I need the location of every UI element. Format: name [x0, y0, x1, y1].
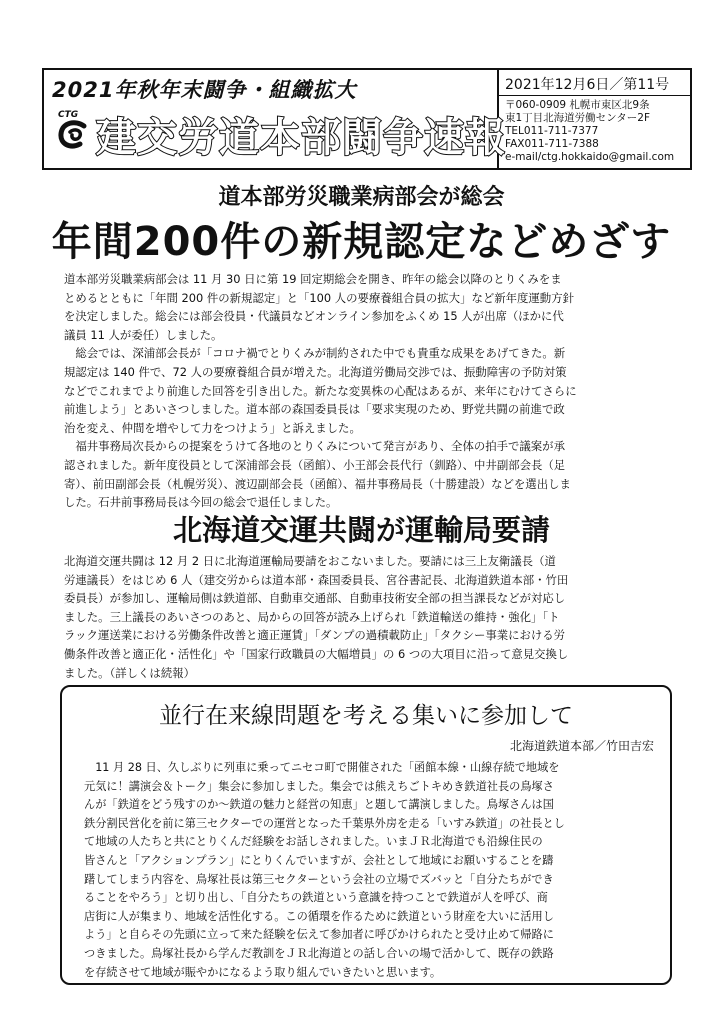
text-line: ました。三上議長のあいさつのあと、局からの回答が読み上げられ「鉄道輸送の維持・強化」「ト	[64, 609, 560, 624]
text-line: 総会では、深浦部会長が「コロナ禍でとりくみが制約された中でも貴重な成果をあげてきた。新	[64, 346, 566, 361]
logo-text: CTG	[58, 110, 79, 120]
article2-headline: 北海道交運共闘が運輸局要請	[172, 513, 550, 547]
text-line: 治を変え、仲間を増やして力をつけよう」と訴えました。	[64, 420, 361, 435]
text-line: よう」と自らその先頭に立って来た経験を伝えて参加者に呼びかけられたと受け止めて帰路に	[84, 928, 554, 942]
text-line: を存続させて地域が賑やかになるよう取り組んでいきたいと思います。	[84, 965, 442, 979]
text-line: 躇してしまう内容を、鳥塚社長は第三セクターという会社の立場でズバッと「自分たちができ	[84, 872, 554, 886]
text-line: 北海道交運共闘は 12 月 2 日に北海道運輸局要請をおこないました。要請には三上友衛議長（道	[64, 554, 556, 568]
text-line: んが「鉄道をどう残すのか～鉄道の魅力と経営の知恵」と題して講演しました。鳥塚さんは国	[84, 798, 554, 812]
text-line: 規認定は 140 件で、72 人の要療養組合員が増えた。北海道労働局交渉では、振動障害の予防対策	[64, 364, 567, 379]
text-line: 元気に！講演会＆トーク」集会に参加しました。集会では熊えちごトキめき鉄道社長の鳥塚さ	[84, 779, 554, 793]
text-line: 寄）、前田副部会長（札幌労災）、渡辺副部会長（函館）、福井事務局長（十勝建設）などを選出しま	[64, 476, 571, 491]
text-line: 委員長）が参加し、運輸局側は鉄道部、自動車交通部、自動車技術安全部の担当課長などが対応し	[64, 591, 566, 606]
address-line: 東1丁目北海道労働センター2F	[505, 112, 650, 124]
article3-body	[84, 759, 650, 982]
article1-subheadline: 道本部労災職業病部会が総会	[218, 185, 505, 210]
text-line: 福井事務局次長からの提案をうけて各地のとりくみについて発言があり、全体の拍手で議案が承	[64, 439, 565, 454]
newsletter-name: 建交労道本部闘争速報	[96, 115, 506, 161]
union-logo-icon	[56, 118, 90, 152]
text-line: 11 月 28 日、久しぶりに列車に乗ってニセコ町で開催された「函館本線・山線存続で地域を	[84, 761, 560, 774]
text-line: 鉄分割民営化を前に第三セクターでの運営となった千葉県外房を走る「いすみ鉄道」の社長とし	[84, 816, 565, 830]
text-line: ることをやろう」と切り出し、「自分たちの鉄道という意識を持つことで鉄道が人を呼び、商	[84, 891, 548, 905]
text-line: 認されました。新年度役員として深浦部会長（函館）、小王部会長代行（釧路）、中井副部会長（足	[64, 457, 566, 472]
masthead-info-block	[499, 70, 690, 168]
article3-box	[60, 685, 672, 985]
text-line: などでこれまでより前進した回答を引き出した。新たな変異株の心配はあるが、来年にむけてさらに	[64, 383, 577, 398]
issue-divider	[499, 95, 690, 96]
text-line: 皆さんと「アクションプラン」にとりくんでいますが、会社として地域にお願いすることを躊	[84, 853, 554, 867]
text-line: とめるとともに「年間 200 件の新規認定」と「100 人の要療養組合員の拡大」など新年度運動方針	[64, 290, 574, 305]
article2-body	[64, 552, 668, 682]
text-line: て地域の人たちと共にとりくんだ経験をお話しされました。いまＪＲ北海道でも沿線住民の	[84, 835, 543, 849]
address-line: 〒060-0909 札幌市東区北9条	[505, 99, 650, 111]
text-line: つきました。鳥塚社長から学んだ教訓をＪＲ北海道との話し合いの場で活かして、既存の鉄路	[84, 946, 554, 960]
text-line: した。石井前事務局長は今回の総会で退任しました。	[64, 495, 338, 510]
text-line: を決定しました。総会には部会役員・代議員などオンライン参加をふくめ 15 人が出席（ほかに代	[64, 309, 564, 324]
email-address: e-mail/ctg.hokkaido@gmail.com	[505, 151, 675, 163]
masthead	[42, 68, 692, 170]
article3-title: 並行在来線問題を考える集いに参加して	[159, 703, 573, 729]
text-line: 働条件改善と適正化・活性化」や「国家行政職員の大幅増員」の 6 つの大項目に沿って意見交換し	[64, 646, 569, 661]
text-line: 道本部労災職業病部会は 11 月 30 日に第 19 回定期総会を開き、昨年の総会以降のとりくみをま	[64, 272, 562, 286]
text-line: 前進しよう」とあいさつしました。道本部の森国委員長は「要求実現のため、野党共闘の前進で政	[64, 402, 565, 417]
fax-number: FAX011-711-7388	[505, 138, 599, 150]
masthead-title-block	[44, 70, 506, 168]
article1-headline: 年間200件の新規認定などめざす	[51, 219, 672, 265]
issue-date-number: 2021年12月6日／第11号	[505, 77, 670, 93]
article3-byline: 北海道鉄道本部／竹田吉宏	[509, 739, 654, 753]
text-line: 店街に人が集まり、地域を活性化する。この循環を作るために鉄道という財産を大いに活用し	[84, 909, 554, 923]
text-line: ました。（詳しくは続報）	[64, 665, 195, 680]
text-line: 議員 11 人が委任）しました。	[64, 327, 223, 342]
text-line: 労連議長）をはじめ 6 人（建交労からは道本部・森国委員長、宮谷書記長、北海道鉄道本部・竹田	[64, 572, 569, 587]
masthead-kicker: 2021年秋年末闘争・組織拡大	[52, 78, 357, 102]
article1-body	[64, 270, 668, 512]
phone-number: TEL011-711-7377	[505, 125, 599, 137]
text-line: ラック運送業における労働条件改善と適正運賃」「ダンプの過積載防止」「タクシー事業における労	[64, 628, 566, 643]
